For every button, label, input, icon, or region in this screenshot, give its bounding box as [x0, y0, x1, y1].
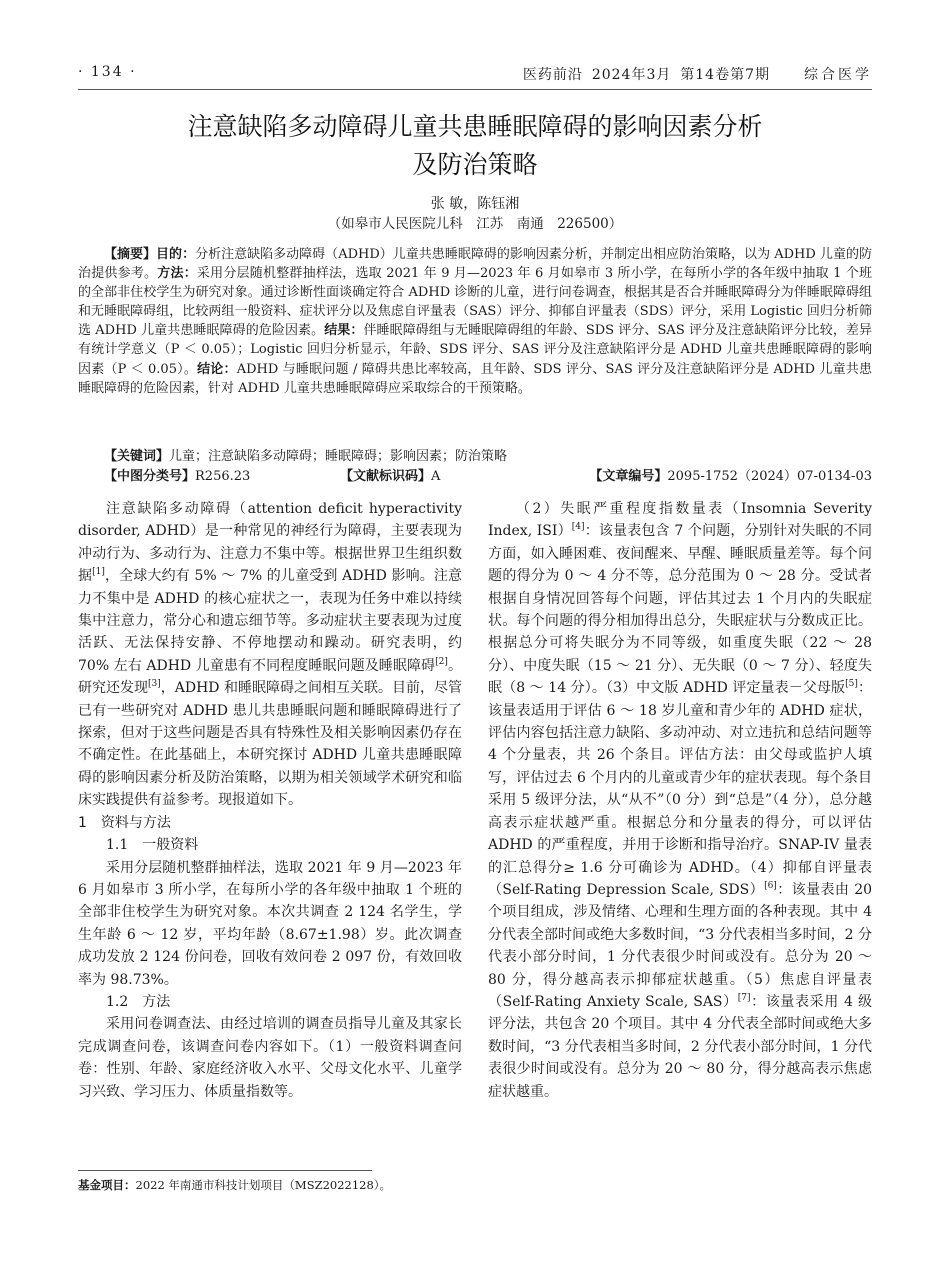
isi-text-1: （2）失眠严重程度指数量表（Insomnia Severity Index, ISI）	[488, 501, 872, 540]
doc-label: 【文献标识码】	[340, 469, 432, 484]
classification-line	[78, 467, 872, 487]
footnote-text: 2022 年南通市科技计划项目（MSZ2022128）。	[135, 1178, 392, 1192]
section-heading-1-1: 1.1 一般资料	[106, 837, 199, 854]
journal-name: 医药前沿	[522, 67, 583, 83]
citation-2: [2]	[435, 656, 448, 667]
body-column-right	[488, 498, 872, 1103]
journal-volume: 第14卷第7期	[680, 67, 770, 83]
document-code	[340, 467, 440, 487]
page-number: · 134 ·	[78, 64, 137, 80]
general-data-paragraph: 采用分层随机整群抽样法，选取 2021 年 9 月—2023 年 6 月如皋市 3 所小学，在每所小学的各年级中抽取 1 个班的全部非住校学生为研究对象。本次共调查 2 124 名学生，学生年龄 6 ～ 12 岁，平均年龄（8.67±1.98）岁。此次调查成功发放 2 124 份问卷，回收有效问卷 2 097 份，有效回收率为 98.73%。	[78, 859, 462, 988]
methods-paragraph: 采用问卷调查法、由经过培训的调查员指导儿童及其家长完成调查问卷，该调查问卷内容如下。（1）一般资料调查问卷：性别、年龄、家庭经济收入水平、父母文化水平、儿童学习兴致、学习压力、体质量指数等。	[78, 1016, 462, 1100]
footnote-label: 基金项目：	[78, 1178, 136, 1192]
citation-6: [6]	[764, 880, 777, 891]
citation-1: [1]	[92, 567, 105, 578]
keywords-label: 【关键词】	[104, 449, 170, 464]
running-header	[78, 62, 872, 86]
section-heading-1-2: 1.2 方法	[106, 993, 171, 1010]
conclusion-label: 结论：	[197, 361, 237, 377]
intro-text-4: ，ADHD 和睡眠障碍之间相互关联。目前，尽管已有一些研究对 ADHD 患儿共患睡眠问题和睡眠障碍进行了探索，但对于这些问题是否具有特殊性及相关影响因素仍存在不确定性。在此基础上，本研究探讨 ADHD 儿童共患睡眠障碍的影响因素分析及防治策略，以期为相关领域学术研究和临床实践提供有益参考。现报道如下。	[78, 680, 463, 809]
footnote-rule	[78, 1170, 372, 1171]
intro-text-3: 。研究还发现	[78, 657, 462, 697]
abstract-objective: 分析注意缺陷多动障碍（ADHD）儿童共患睡眠障碍的影响因素分析，并制定出相应防治策略，以为 ADHD 儿童的防治提供参考。	[78, 247, 872, 282]
intro-text-2: ，全球大约有 5% ～ 7% 的儿童受到 ADHD 影响。注意力不集中是 ADHD 的核心症状之一，表现为任务中难以持续集中注意力，常分心和遗忘细节等。多动症状主要表现为过度活跃、无法保持安静、不停地摆动和躁动。研究表明，约 70% 左右 ADHD 儿童患有不同程度睡眠问题及睡眠障碍	[78, 568, 462, 674]
doc-value: A	[431, 469, 441, 484]
abstract-conclusion: ADHD 与睡眠问题 / 障碍共患比率较高，且年龄、SDS 评分、SAS 评分及注意缺陷评分是 ADHD 儿童共患睡眠障碍的危险因素，针对 ADHD 儿童共患睡眠障碍应采取综合的干预策略。	[78, 361, 872, 396]
results-label: 结果：	[324, 323, 364, 339]
adhd-scale-text: ：该量表适用于评估 6 ～ 18 岁儿童和青少年的 ADHD 症状，评估内容包括注意力缺陷、多动冲动、对立违抗和总结问题等 4 个分量表，共 26 个条目。评估方法：由父母或监护人填写，评估过去 6 个月内的儿童或青少年的症状表现。每个条目采用 5 级评分法，从“从不”（0 分）到“总是”（4 分），总分越高表示症状越严重。根据总分和分量表的得分，可以评估 ADHD 的严重程度，并用于诊断和指导治疗。SNAP-IV 量表的汇总得分≥ 1.6 分可确诊为 ADHD。（4）抑郁自评量表（Self-Rating Depression Scale, SDS）	[488, 680, 873, 898]
article-number	[589, 467, 872, 487]
journal-section: 综合医学	[804, 67, 872, 83]
journal-info	[523, 64, 872, 84]
footnote	[78, 1177, 391, 1193]
body-column-left	[78, 498, 462, 1103]
journal-issue: 2024年3月	[591, 67, 672, 83]
keywords	[78, 447, 872, 467]
abstract-label: 【摘要】	[104, 247, 157, 262]
abstract-results: 伴睡眠障碍组与无睡眠障碍组的年龄、SDS 评分、SAS 评分及注意缺陷评分比较，差异有统计学意义（P ＜ 0.05）；Logistic 回归分析显示，年龄、SDS 评分、SAS 评分及注意缺陷评分是 ADHD 儿童共患睡眠障碍的影响因素（P ＜ 0.05）。	[78, 323, 872, 377]
objective-label: 目的：	[156, 247, 196, 262]
authors: 张 敏，陈钰湘	[430, 196, 520, 212]
citation-3: [3]	[148, 679, 161, 690]
abstract	[78, 245, 872, 398]
clc-label: 【中图分类号】	[104, 469, 196, 484]
intro-paragraph	[78, 498, 462, 812]
citation-4: [4]	[571, 522, 585, 533]
section-heading-1: 1 资料与方法	[78, 814, 171, 831]
abstract-methods: 采用分层随机整群抽样法，选取 2021 年 9 月—2023 年 6 月如皋市 3 所小学，在每所小学的各年级中抽取 1 个班的全部非住校学生为研究对象。通过诊断性面谈确定符合 ADHD 诊断的儿童，进行问卷调查，根据其是否合并睡眠障碍分为伴睡眠障碍组和无睡眠障碍组，比较两组一般资料、症状评分以及焦虑自评量表（SAS）评分、抑郁自评量表（SDS）评分，采用 Logistic 回归分析筛选 ADHD 儿童共患睡眠障碍的危险因素。	[78, 266, 872, 339]
citation-7: [7]	[737, 992, 751, 1003]
sds-scale-text: ：该量表由 20 个项目组成，涉及情绪、心理和生理方面的各种表现。其中 4 分代表全部时间或绝大多数时间，“3 分代表相当多时间，2 分代表小部分时间，1 分代表很少时间或没有。总分为 20 ～ 80 分，得分越高表示抑郁症状越重。（5）焦虑自评量表（Self-Rating Anxiety Scale, SAS）	[488, 881, 873, 1010]
affiliation: （如皋市人民医院儿科 江苏 南通 226500）	[327, 216, 623, 232]
keywords-text: 儿童；注意缺陷多动障碍；睡眠障碍；影响因素；防治策略	[169, 449, 508, 464]
sas-scale-text: ：该量表采用 4 级评分法，共包含 20 个项目。其中 4 分代表全部时间或绝大多数时间，“3 分代表相当多时间，2 分代表小部分时间，1 分代表很少时间或没有。总分为 20 ～ 80 分，得分越高表示焦虑症状越重。	[488, 993, 872, 1100]
title-line-2: 及防治策略	[412, 150, 538, 179]
header-rule	[78, 89, 872, 90]
clc-value: R256.23	[195, 469, 251, 484]
methods-label: 方法：	[157, 266, 197, 282]
isi-text-2: ：该量表包含 7 个问题，分别针对失眠的不同方面，如入睡困难、夜间醒来、早醒、睡眠质量差等。每个问题的得分为 0 ～ 4 分不等，总分范围为 0 ～ 28 分。受试者根据自身情况回答每个问题，评估其过去 1 个月内的失眠症状。每个问题的得分相加得出总分，失眠症状与分数成正比。根据总分可将失眠分为不同等级，如重度失眠（22 ～ 28 分）、中度失眠（15 ～ 21 分）、无失眠（0 ～ 7 分）、轻度失眠（8 ～ 14 分）。（3）中文版 ADHD 评定量表－父母版	[488, 523, 872, 697]
article-value: 2095-1752（2024）07-0134-03	[667, 469, 872, 484]
clc-number	[104, 467, 250, 487]
article-title	[78, 108, 872, 184]
citation-5: [5]	[845, 679, 858, 690]
article-label: 【文章编号】	[589, 469, 668, 484]
scales-paragraph	[488, 498, 872, 1103]
title-line-1: 注意缺陷多动障碍儿童共患睡眠障碍的影响因素分析	[187, 112, 763, 141]
intro-text-1: 注意缺陷多动障碍（attention deficit hyperactivity disorder, ADHD）是一种常见的神经行为障碍，主要表现为冲动行为、多动行为、注意力不集中等。根据世界卫生组织数据	[78, 501, 462, 585]
